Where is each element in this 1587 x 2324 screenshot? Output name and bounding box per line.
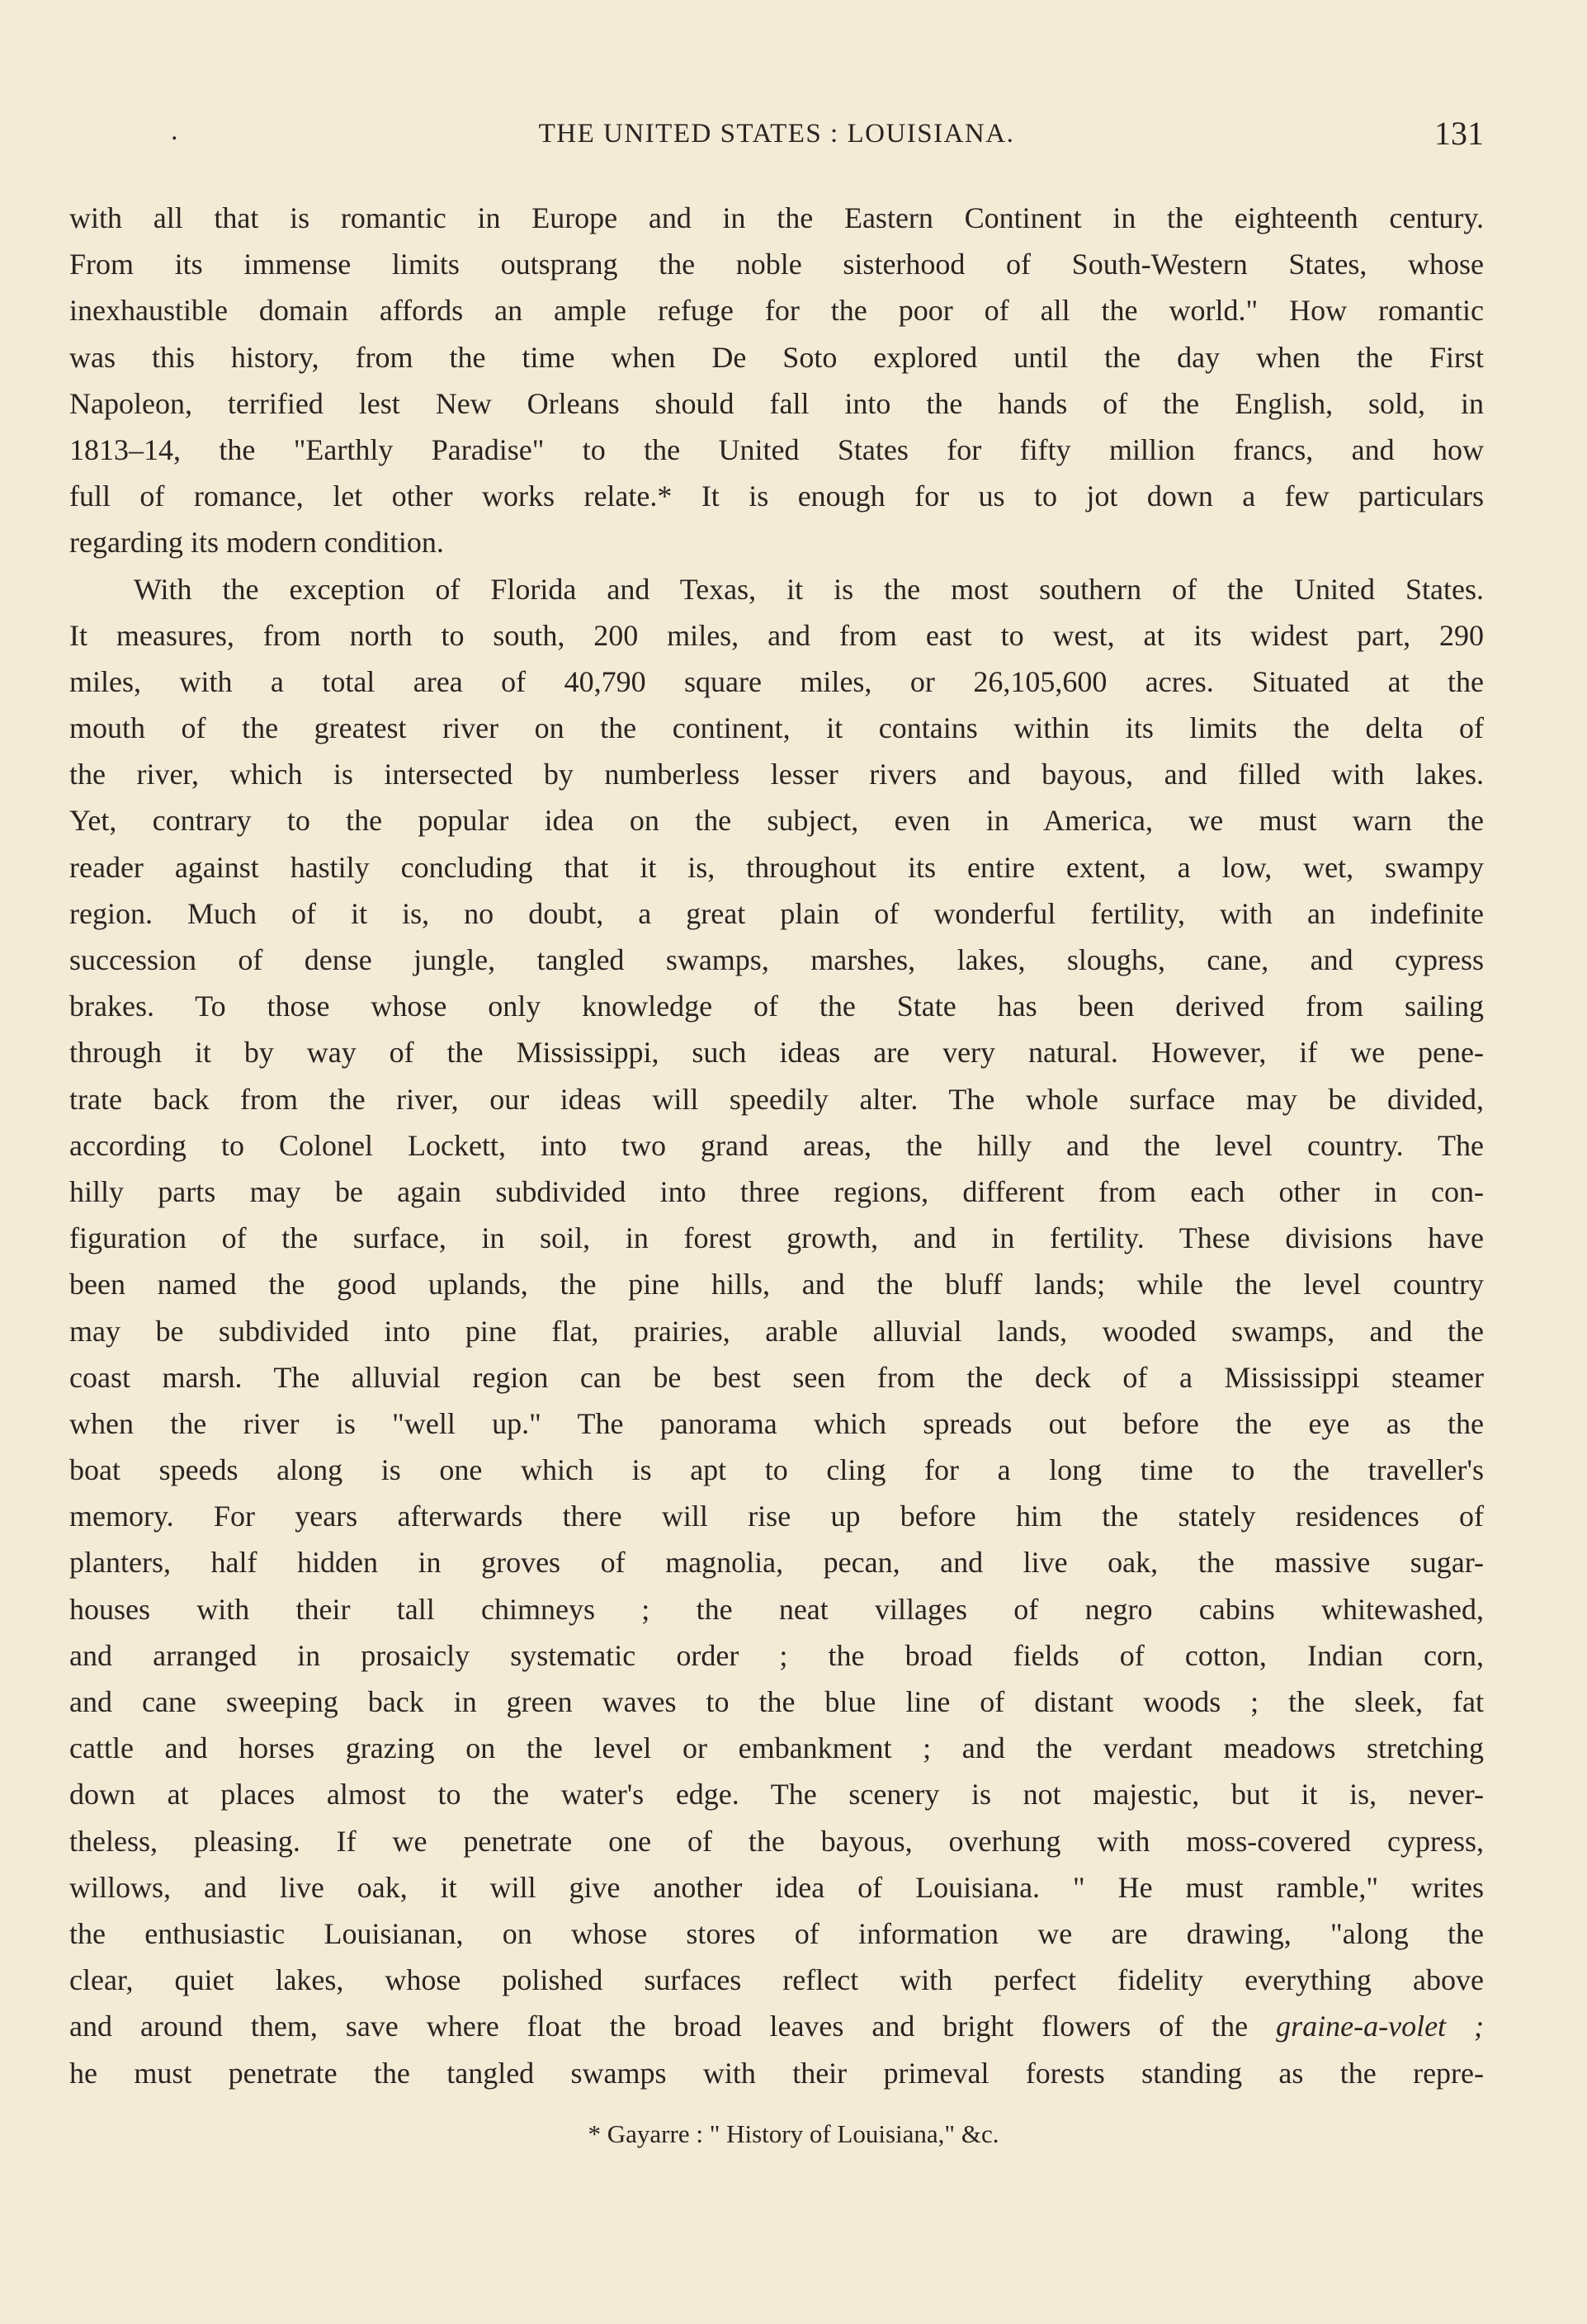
text-line: clear, quiet lakes, whose polished surfaces reflect with perfect fidelity everything above [69, 1963, 1484, 1997]
text-line: theless, pleasing. If we penetrate one of the bayous, overhung with moss-covered cypress, [69, 1824, 1484, 1858]
text-line: planters, half hidden in groves of magnolia, pecan, and live oak, the massive sugar- [69, 1546, 1484, 1580]
text-line: succession of dense jungle, tangled swamps, marshes, lakes, sloughs, cane, and cypress [69, 943, 1484, 976]
text-line: region. Much of it is, no doubt, a great plain of wonderful fertility, with an indefinite [69, 896, 1484, 930]
text-line: the river, which is intersected by numberless lesser rivers and bayous, and filled with lakes. [69, 758, 1484, 791]
text-line: the enthusiastic Louisianan, on whose stores of information we are drawing, "along the [69, 1916, 1484, 1950]
text-line: hilly parts may be again subdivided into three regions, different from each other in con- [69, 1174, 1484, 1208]
text-line: willows, and live oak, it will give another idea of Louisiana. " He must ramble," writes [69, 1870, 1484, 1904]
text-line: memory. For years afterwards there will rise up before him the stately residences of [69, 1500, 1484, 1533]
text-line: down at places almost to the water's edge. The scenery is not majestic, but it is, never- [69, 1778, 1484, 1811]
text-line-with-italic [69, 2003, 1484, 2049]
header-marker: . [171, 116, 178, 146]
text-line: reader against hastily concluding that it is, throughout its entire extent, a low, wet, swampy [69, 850, 1484, 884]
text-line: figuration of the surface, in soil, in forest growth, and in fertility. These divisions have [69, 1221, 1484, 1255]
text-line: and cane sweeping back in green waves to the blue line of distant woods ; the sleek, fat [69, 1685, 1484, 1718]
text-line: according to Colonel Lockett, into two grand areas, the hilly and the level country. The [69, 1128, 1484, 1162]
footnote: * Gayarre : " History of Louisiana," &c. [588, 2119, 999, 2148]
text-line: been named the good uplands, the pine hills, and the bluff lands; while the level country [69, 1268, 1484, 1301]
text-line: and arranged in prosaicly systematic order ; the broad fields of cotton, Indian corn, [69, 1638, 1484, 1672]
text-line: inexhaustible domain affords an ample refuge for the poor of all the world." How romantic [69, 294, 1484, 328]
text-line: regarding its modern condition. [69, 526, 444, 560]
text-line: Yet, contrary to the popular idea on the subject, even in America, we must warn the [69, 804, 1484, 838]
text-line: through it by way of the Mississippi, such ideas are very natural. However, if we pene- [69, 1036, 1484, 1070]
text-line: he must penetrate the tangled swamps with their primeval forests standing as the repre- [69, 2056, 1484, 2090]
paragraph-start-line: With the exception of Florida and Texas, it is the most southern of the United States. [134, 572, 1484, 606]
text-line: It measures, from north to south, 200 miles, and from east to west, at its widest part, 290 [69, 618, 1484, 652]
text-line: boat speeds along is one which is apt to cling for a long time to the traveller's [69, 1453, 1484, 1487]
text-line: brakes. To those whose only knowledge of the State has been derived from sailing [69, 990, 1484, 1023]
text-line: was this history, from the time when De Soto explored until the day when the First [69, 340, 1484, 374]
text-line: may be subdivided into pine flat, prairies, arable alluvial lands, wooded swamps, and the [69, 1314, 1484, 1348]
text-line: 1813–14, the "Earthly Paradise" to the United States for fifty million francs, and how [69, 432, 1484, 466]
text-line: mouth of the greatest river on the continent, it contains within its limits the delta of [69, 711, 1484, 745]
page-number: 131 [1434, 115, 1484, 152]
text-line: Napoleon, terrified lest New Orleans should fall into the hands of the English, sold, in [69, 386, 1484, 420]
text-line: miles, with a total area of 40,790 square miles, or 26,105,600 acres. Situated at the [69, 664, 1484, 698]
text-line: with all that is romantic in Europe and in the Eastern Continent in the eighteenth century. [69, 201, 1484, 234]
text-line: trate back from the river, our ideas will speedily alter. The whole surface may be divided, [69, 1082, 1484, 1116]
text-line: coast marsh. The alluvial region can be best seen from the deck of a Mississippi steamer [69, 1360, 1484, 1394]
text-line: full of romance, let other works relate.* It is enough for us to jot down a few particulars [69, 479, 1484, 513]
running-head [69, 114, 1484, 155]
body-text [69, 195, 1484, 2096]
running-title: THE UNITED STATES : LOUISIANA. [538, 119, 1015, 149]
text-line: From its immense limits outsprang the noble sisterhood of South-Western States, whose [69, 248, 1484, 281]
italic-term: graine-a-volet ; [1276, 2010, 1484, 2043]
text-line: houses with their tall chimneys ; the neat villages of negro cabins whitewashed, [69, 1592, 1484, 1626]
text-run: and around them, save where float the broad leaves and bright flowers of the [69, 2010, 1277, 2043]
text-line: cattle and horses grazing on the level or embankment ; and the verdant meadows stretching [69, 1731, 1484, 1765]
text-line: when the river is "well up." The panorama which spreads out before the eye as the [69, 1406, 1484, 1440]
